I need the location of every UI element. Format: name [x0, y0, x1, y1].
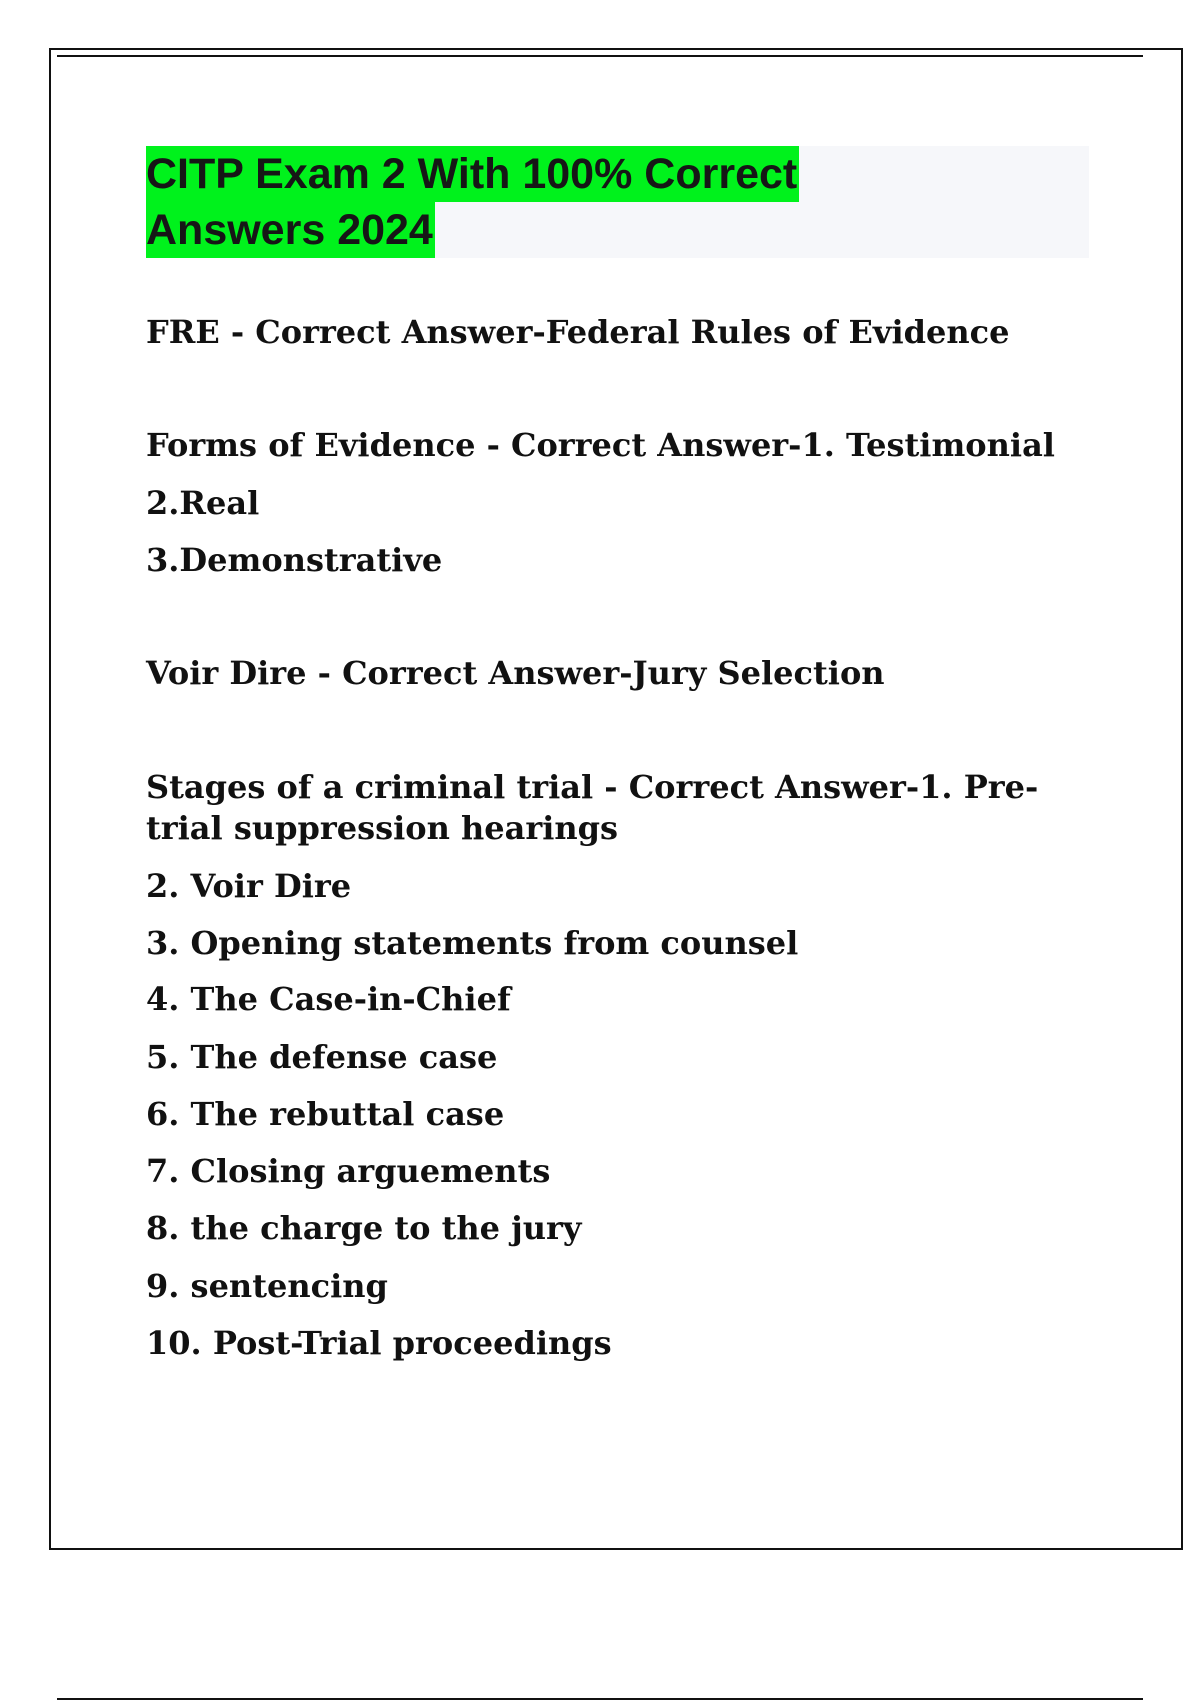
entry-stages-criminal-trial: Stages of a criminal trial - Correct Answer-1. Pre-	[146, 768, 1039, 806]
list-item: 3.Demonstrative	[146, 541, 443, 579]
entry-forms-of-evidence: Forms of Evidence - Correct Answer-1. Testimonial	[146, 426, 1055, 464]
list-item: 2. Voir Dire	[146, 867, 352, 905]
page-title-line-1: CITP Exam 2 With 100% Correct	[146, 146, 799, 202]
entry-voir-dire: Voir Dire - Correct Answer-Jury Selection	[146, 654, 885, 692]
entry-stages-continued: trial suppression hearings	[146, 809, 619, 847]
list-item: 6. The rebuttal case	[146, 1095, 505, 1133]
page-title-line-2: Answers 2024	[146, 202, 435, 258]
title-block	[146, 146, 1089, 258]
list-item: 2.Real	[146, 484, 260, 522]
entry-fre: FRE - Correct Answer-Federal Rules of Evidence	[146, 313, 1010, 351]
list-item: 9. sentencing	[146, 1267, 388, 1305]
list-item: 4. The Case-in-Chief	[146, 980, 511, 1018]
list-item: 5. The defense case	[146, 1038, 498, 1076]
list-item: 8. the charge to the jury	[146, 1209, 582, 1247]
list-item: 10. Post-Trial proceedings	[146, 1324, 612, 1362]
list-item: 7. Closing arguements	[146, 1152, 551, 1190]
list-item: 3. Opening statements from counsel	[146, 924, 799, 962]
